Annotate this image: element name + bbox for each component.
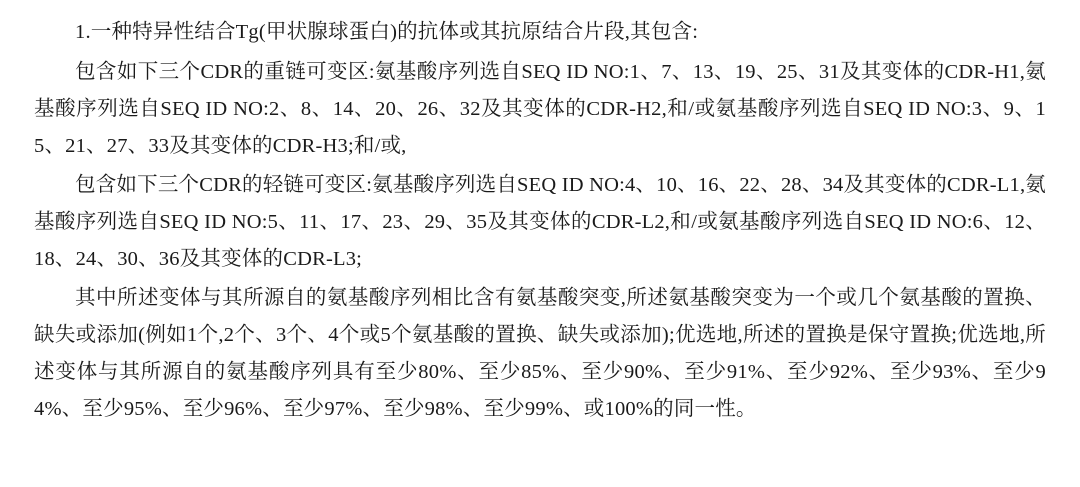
claim-paragraph-1: 1.一种特异性结合Tg(甲状腺球蛋白)的抗体或其抗原结合片段,其包含: (75, 21, 699, 43)
claim-paragraph-3: 包含如下三个CDR的轻链可变区:氨基酸序列选自SEQ ID NO:4、10、16、22、28、34及其变体的CDR-L1,氨基酸序列选自SEQ ID NO:5、11、17、23、29、35及其变体的CDR-L2,和/或氨基酸序列选自SEQ ID NO:6、12、18、24、30、36及其变体的CDR-L3; (34, 174, 1046, 270)
claim-text-block (34, 14, 1046, 428)
claim-paragraph-4: 其中所述变体与其所源自的氨基酸序列相比含有氨基酸突变,所述氨基酸突变为一个或几个氨基酸的置换、缺失或添加(例如1个,2个、3个、4个或5个氨基酸的置换、缺失或添加);优选地,所述的置换是保守置换;优选地,所述变体与其所源自的氨基酸序列具有至少80%、至少85%、至少90%、至少91%、至少92%、至少93%、至少94%、至少95%、至少96%、至少97%、至少98%、至少99%、或100%的同一性。 (34, 287, 1046, 420)
claim-paragraph-2: 包含如下三个CDR的重链可变区:氨基酸序列选自SEQ ID NO:1、7、13、19、25、31及其变体的CDR-H1,氨基酸序列选自SEQ ID NO:2、8、14、20、26、32及其变体的CDR-H2,和/或氨基酸序列选自SEQ ID NO:3、9、15、21、27、33及其变体的CDR-H3;和/或, (34, 61, 1046, 157)
